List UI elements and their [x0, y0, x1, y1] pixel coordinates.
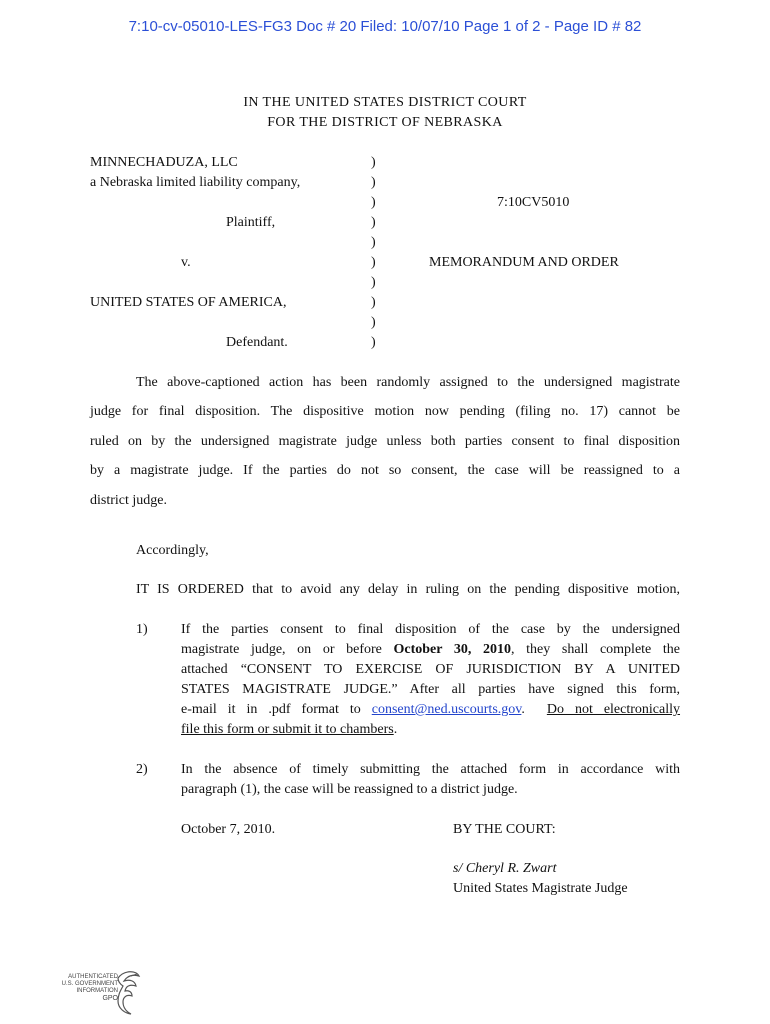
by-the-court: BY THE COURT: — [453, 822, 556, 837]
caption-bracket: ) — [371, 195, 376, 210]
paragraph-line: by a magistrate judge. If the parties do not so consent, the case will be reassigned to a — [90, 463, 680, 478]
caption-bracket: ) — [371, 215, 376, 230]
court-name: IN THE UNITED STATES DISTRICT COURT — [243, 95, 527, 110]
paragraph-line: The above-captioned action has been randomly assigned to the undersigned magistrate — [136, 375, 680, 390]
item-text: . — [521, 702, 547, 717]
consent-email-link[interactable]: consent@ned.uscourts.gov — [371, 702, 522, 717]
defendant-name: UNITED STATES OF AMERICA, — [90, 295, 287, 310]
seal-line: AUTHENTICATED — [68, 974, 118, 980]
court-district: FOR THE DISTRICT OF NEBRASKA — [267, 115, 503, 130]
plaintiff-role: Plaintiff, — [226, 215, 276, 230]
item-line: In the absence of timely submitting the attached form in accordance with — [181, 762, 680, 777]
paragraph-line: ruled on by the undersigned magistrate judge unless both parties consent to final disposition — [90, 434, 680, 449]
caption-bracket: ) — [371, 175, 376, 190]
item-line — [181, 702, 680, 718]
caption-bracket: ) — [371, 295, 376, 310]
accordingly-text: Accordingly, — [136, 543, 209, 558]
item-line: paragraph (1), the case will be reassigned to a district judge. — [181, 782, 518, 797]
paragraph-line: district judge. — [90, 493, 167, 508]
seal-text — [40, 974, 118, 1002]
item-line: attached “CONSENT TO EXERCISE OF JURISDICTION BY A UNITED — [181, 662, 680, 677]
filing-header-stamp: 7:10-cv-05010-LES-FG3 Doc # 20 Filed: 10/07/10 Page 1 of 2 - Page ID # 82 — [128, 18, 642, 35]
signer-title: United States Magistrate Judge — [453, 881, 628, 896]
warning-text: file this form or submit it to chambers — [181, 722, 394, 737]
paragraph-line: judge for final disposition. The dispositive motion now pending (filing no. 17) cannot be — [90, 404, 680, 419]
item-text: e-mail it in .pdf format to — [181, 702, 372, 717]
warning-text: Do not electronically — [546, 702, 681, 717]
defendant-role: Defendant. — [226, 335, 288, 350]
deadline-date: October 30, 2010 — [393, 642, 511, 657]
caption-bracket: ) — [371, 335, 376, 350]
caption-bracket: ) — [371, 235, 376, 250]
document-title: MEMORANDUM AND ORDER — [429, 255, 619, 270]
plaintiff-name: MINNECHADUZA, LLC — [90, 155, 238, 170]
item-line: If the parties consent to final disposition of the case by the undersigned — [181, 622, 680, 637]
plaintiff-description: a Nebraska limited liability company, — [90, 175, 301, 190]
item-number: 2) — [136, 762, 148, 777]
order-intro: IT IS ORDERED that to avoid any delay in ruling on the pending dispositive motion, — [136, 582, 680, 597]
case-number: 7:10CV5010 — [497, 195, 570, 210]
item-line — [181, 722, 397, 738]
item-number: 1) — [136, 622, 148, 637]
caption-bracket: ) — [371, 255, 376, 270]
gpo-authentication-seal — [40, 968, 140, 1018]
item-line: STATES MAGISTRATE JUDGE.” After all parties have signed this form, — [181, 682, 680, 697]
caption-bracket: ) — [371, 275, 376, 290]
item-text: magistrate judge, on or before — [181, 642, 394, 657]
item-text: . — [393, 722, 398, 737]
item-text: , they shall complete the — [511, 642, 680, 657]
caption-bracket: ) — [371, 315, 376, 330]
signature: s/ Cheryl R. Zwart — [453, 861, 557, 876]
item-line — [181, 642, 680, 658]
seal-line: GPO — [102, 995, 118, 1002]
seal-line: U.S. GOVERNMENT — [61, 981, 118, 987]
order-date: October 7, 2010. — [181, 822, 276, 837]
seal-line: INFORMATION — [76, 988, 118, 994]
eagle-icon — [114, 968, 142, 1016]
versus-label: v. — [181, 255, 191, 270]
caption-bracket: ) — [371, 155, 376, 170]
